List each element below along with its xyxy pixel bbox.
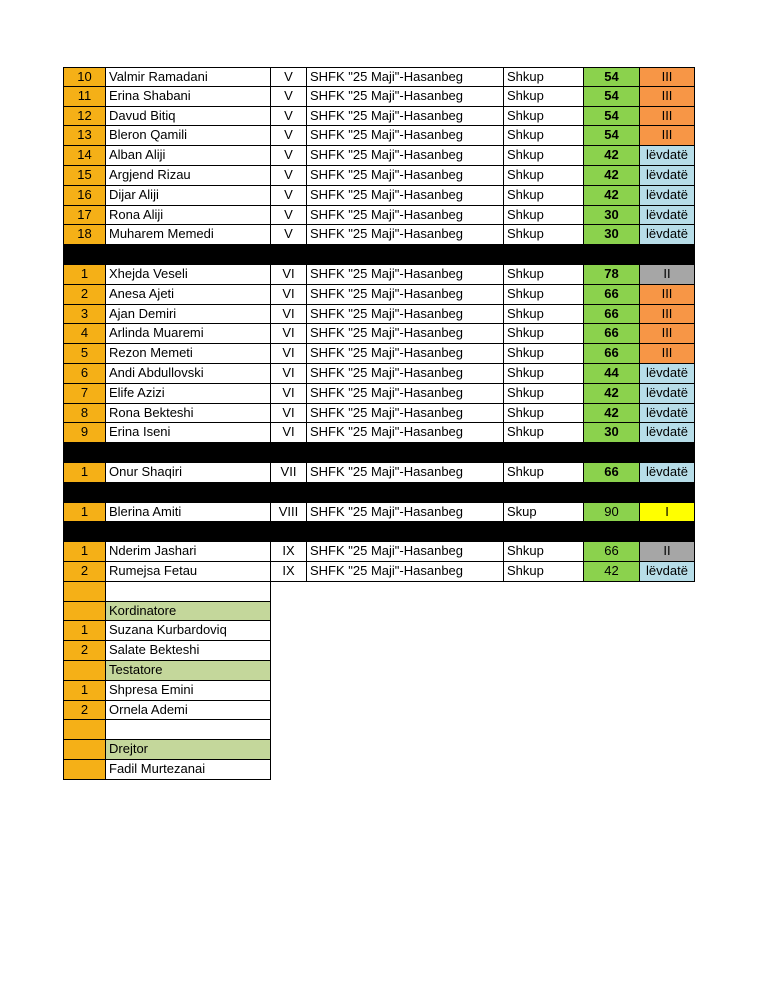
school-name: SHFK "25 Maji"-Hasanbeg <box>307 503 504 523</box>
grade: V <box>271 146 307 166</box>
city: Shkup <box>504 542 584 562</box>
student-name: Argjend Rizau <box>106 166 271 186</box>
student-name: Rumejsa Fetau <box>106 562 271 582</box>
school-name: SHFK "25 Maji"-Hasanbeg <box>307 265 504 285</box>
table-row <box>63 87 695 107</box>
school-name: SHFK "25 Maji"-Hasanbeg <box>307 344 504 364</box>
results-table <box>63 67 695 780</box>
city: Shkup <box>504 225 584 245</box>
grade: V <box>271 166 307 186</box>
city: Shkup <box>504 186 584 206</box>
award: lëvdatë <box>640 463 695 483</box>
student-name: Arlinda Muaremi <box>106 324 271 344</box>
staff-row <box>63 720 695 740</box>
points: 42 <box>584 404 640 424</box>
table-row <box>63 364 695 384</box>
city: Shkup <box>504 67 584 87</box>
points: 66 <box>584 324 640 344</box>
points: 30 <box>584 206 640 226</box>
staff-name: Fadil Murtezanai <box>106 760 271 780</box>
grade: VI <box>271 404 307 424</box>
student-name: Alban Aliji <box>106 146 271 166</box>
city: Shkup <box>504 146 584 166</box>
points: 54 <box>584 107 640 127</box>
city: Shkup <box>504 423 584 443</box>
points: 54 <box>584 67 640 87</box>
city: Shkup <box>504 344 584 364</box>
points: 90 <box>584 503 640 523</box>
row-number: 1 <box>63 463 106 483</box>
points: 42 <box>584 166 640 186</box>
staff-name: Shpresa Emini <box>106 681 271 701</box>
grade: VI <box>271 384 307 404</box>
grade: VI <box>271 423 307 443</box>
table-row <box>63 344 695 364</box>
grade: V <box>271 225 307 245</box>
award: lëvdatë <box>640 384 695 404</box>
row-number: 3 <box>63 305 106 325</box>
staff-number <box>63 602 106 622</box>
grade: VI <box>271 344 307 364</box>
award: II <box>640 542 695 562</box>
city: Shkup <box>504 384 584 404</box>
row-number: 2 <box>63 562 106 582</box>
student-name: Blerina Amiti <box>106 503 271 523</box>
school-name: SHFK "25 Maji"-Hasanbeg <box>307 384 504 404</box>
school-name: SHFK "25 Maji"-Hasanbeg <box>307 225 504 245</box>
points: 42 <box>584 186 640 206</box>
table-row <box>63 186 695 206</box>
award: III <box>640 285 695 305</box>
school-name: SHFK "25 Maji"-Hasanbeg <box>307 364 504 384</box>
row-number: 1 <box>63 503 106 523</box>
award: lëvdatë <box>640 423 695 443</box>
row-number: 2 <box>63 285 106 305</box>
table-row <box>63 67 695 87</box>
school-name: SHFK "25 Maji"-Hasanbeg <box>307 87 504 107</box>
points: 42 <box>584 384 640 404</box>
city: Shkup <box>504 305 584 325</box>
table-row <box>63 166 695 186</box>
table-row <box>63 146 695 166</box>
row-number: 9 <box>63 423 106 443</box>
table-row <box>63 562 695 582</box>
award: III <box>640 324 695 344</box>
city: Shkup <box>504 166 584 186</box>
grade: VIII <box>271 503 307 523</box>
grade: V <box>271 186 307 206</box>
student-name: Erina Iseni <box>106 423 271 443</box>
school-name: SHFK "25 Maji"-Hasanbeg <box>307 562 504 582</box>
school-name: SHFK "25 Maji"-Hasanbeg <box>307 324 504 344</box>
award: lëvdatë <box>640 562 695 582</box>
award: III <box>640 126 695 146</box>
points: 54 <box>584 126 640 146</box>
group-separator <box>63 245 695 265</box>
staff-role-row <box>63 740 695 760</box>
city: Shkup <box>504 265 584 285</box>
city: Shkup <box>504 562 584 582</box>
table-row <box>63 404 695 424</box>
school-name: SHFK "25 Maji"-Hasanbeg <box>307 126 504 146</box>
student-name: Rona Aliji <box>106 206 271 226</box>
staff-role-row <box>63 661 695 681</box>
school-name: SHFK "25 Maji"-Hasanbeg <box>307 285 504 305</box>
staff-name <box>106 582 271 602</box>
staff-number: 1 <box>63 681 106 701</box>
student-name: Muharem Memedi <box>106 225 271 245</box>
row-number: 17 <box>63 206 106 226</box>
student-name: Onur Shaqiri <box>106 463 271 483</box>
points: 42 <box>584 562 640 582</box>
student-name: Andi Abdullovski <box>106 364 271 384</box>
table-row <box>63 463 695 483</box>
staff-row <box>63 641 695 661</box>
student-name: Dijar Aliji <box>106 186 271 206</box>
row-number: 11 <box>63 87 106 107</box>
award: III <box>640 305 695 325</box>
table-row <box>63 285 695 305</box>
city: Shkup <box>504 126 584 146</box>
student-name: Rezon Memeti <box>106 344 271 364</box>
award: I <box>640 503 695 523</box>
grade: VI <box>271 324 307 344</box>
row-number: 12 <box>63 107 106 127</box>
staff-row <box>63 681 695 701</box>
grade: V <box>271 126 307 146</box>
student-name: Xhejda Veseli <box>106 265 271 285</box>
row-number: 18 <box>63 225 106 245</box>
row-number: 1 <box>63 542 106 562</box>
group-separator <box>63 522 695 542</box>
award: lëvdatë <box>640 146 695 166</box>
city: Shkup <box>504 463 584 483</box>
table-row <box>63 126 695 146</box>
staff-role-label: Testatore <box>106 661 271 681</box>
city: Skup <box>504 503 584 523</box>
student-name: Valmir Ramadani <box>106 67 271 87</box>
student-name: Ajan Demiri <box>106 305 271 325</box>
staff-role-row <box>63 602 695 622</box>
table-row <box>63 225 695 245</box>
points: 66 <box>584 344 640 364</box>
row-number: 16 <box>63 186 106 206</box>
city: Shkup <box>504 285 584 305</box>
table-row <box>63 423 695 443</box>
student-name: Rona Bekteshi <box>106 404 271 424</box>
grade: VII <box>271 463 307 483</box>
points: 42 <box>584 146 640 166</box>
school-name: SHFK "25 Maji"-Hasanbeg <box>307 186 504 206</box>
award: lëvdatë <box>640 206 695 226</box>
points: 30 <box>584 225 640 245</box>
table-row <box>63 206 695 226</box>
points: 66 <box>584 542 640 562</box>
row-number: 13 <box>63 126 106 146</box>
student-name: Davud Bitiq <box>106 107 271 127</box>
row-number: 5 <box>63 344 106 364</box>
points: 78 <box>584 265 640 285</box>
table-row <box>63 265 695 285</box>
row-number: 7 <box>63 384 106 404</box>
table-row <box>63 324 695 344</box>
row-number: 14 <box>63 146 106 166</box>
award: lëvdatë <box>640 166 695 186</box>
award: lëvdatë <box>640 225 695 245</box>
student-name: Elife Azizi <box>106 384 271 404</box>
staff-number <box>63 582 106 602</box>
award: III <box>640 107 695 127</box>
staff-number <box>63 720 106 740</box>
staff-number: 2 <box>63 641 106 661</box>
award: II <box>640 265 695 285</box>
grade: IX <box>271 542 307 562</box>
points: 66 <box>584 285 640 305</box>
staff-number <box>63 760 106 780</box>
city: Shkup <box>504 87 584 107</box>
school-name: SHFK "25 Maji"-Hasanbeg <box>307 404 504 424</box>
grade: V <box>271 87 307 107</box>
award: lëvdatë <box>640 364 695 384</box>
table-row <box>63 542 695 562</box>
grade: VI <box>271 285 307 305</box>
school-name: SHFK "25 Maji"-Hasanbeg <box>307 206 504 226</box>
school-name: SHFK "25 Maji"-Hasanbeg <box>307 542 504 562</box>
table-row <box>63 503 695 523</box>
staff-row <box>63 701 695 721</box>
school-name: SHFK "25 Maji"-Hasanbeg <box>307 146 504 166</box>
city: Shkup <box>504 364 584 384</box>
staff-row <box>63 582 695 602</box>
group-separator <box>63 483 695 503</box>
grade: V <box>271 107 307 127</box>
row-number: 4 <box>63 324 106 344</box>
student-name: Nderim Jashari <box>106 542 271 562</box>
grade: IX <box>271 562 307 582</box>
school-name: SHFK "25 Maji"-Hasanbeg <box>307 423 504 443</box>
grade: V <box>271 67 307 87</box>
student-name: Anesa Ajeti <box>106 285 271 305</box>
staff-role-label: Drejtor <box>106 740 271 760</box>
staff-row <box>63 621 695 641</box>
school-name: SHFK "25 Maji"-Hasanbeg <box>307 305 504 325</box>
staff-name <box>106 720 271 740</box>
table-row <box>63 305 695 325</box>
award: III <box>640 67 695 87</box>
award: lëvdatë <box>640 186 695 206</box>
points: 66 <box>584 305 640 325</box>
student-name: Erina Shabani <box>106 87 271 107</box>
points: 66 <box>584 463 640 483</box>
staff-row <box>63 760 695 780</box>
city: Shkup <box>504 206 584 226</box>
grade: VI <box>271 305 307 325</box>
row-number: 8 <box>63 404 106 424</box>
row-number: 6 <box>63 364 106 384</box>
school-name: SHFK "25 Maji"-Hasanbeg <box>307 166 504 186</box>
city: Shkup <box>504 107 584 127</box>
award: III <box>640 344 695 364</box>
table-row <box>63 384 695 404</box>
points: 54 <box>584 87 640 107</box>
staff-number: 1 <box>63 621 106 641</box>
grade: VI <box>271 364 307 384</box>
row-number: 15 <box>63 166 106 186</box>
points: 30 <box>584 423 640 443</box>
school-name: SHFK "25 Maji"-Hasanbeg <box>307 67 504 87</box>
row-number: 10 <box>63 67 106 87</box>
city: Shkup <box>504 324 584 344</box>
group-separator <box>63 443 695 463</box>
city: Shkup <box>504 404 584 424</box>
staff-name: Ornela Ademi <box>106 701 271 721</box>
school-name: SHFK "25 Maji"-Hasanbeg <box>307 107 504 127</box>
award: lëvdatë <box>640 404 695 424</box>
student-name: Bleron Qamili <box>106 126 271 146</box>
staff-number <box>63 661 106 681</box>
grade: V <box>271 206 307 226</box>
award: III <box>640 87 695 107</box>
staff-name: Suzana Kurbardoviq <box>106 621 271 641</box>
row-number: 1 <box>63 265 106 285</box>
table-row <box>63 107 695 127</box>
school-name: SHFK "25 Maji"-Hasanbeg <box>307 463 504 483</box>
points: 44 <box>584 364 640 384</box>
grade: VI <box>271 265 307 285</box>
staff-name: Salate Bekteshi <box>106 641 271 661</box>
staff-role-label: Kordinatore <box>106 602 271 622</box>
staff-number: 2 <box>63 701 106 721</box>
staff-number <box>63 740 106 760</box>
